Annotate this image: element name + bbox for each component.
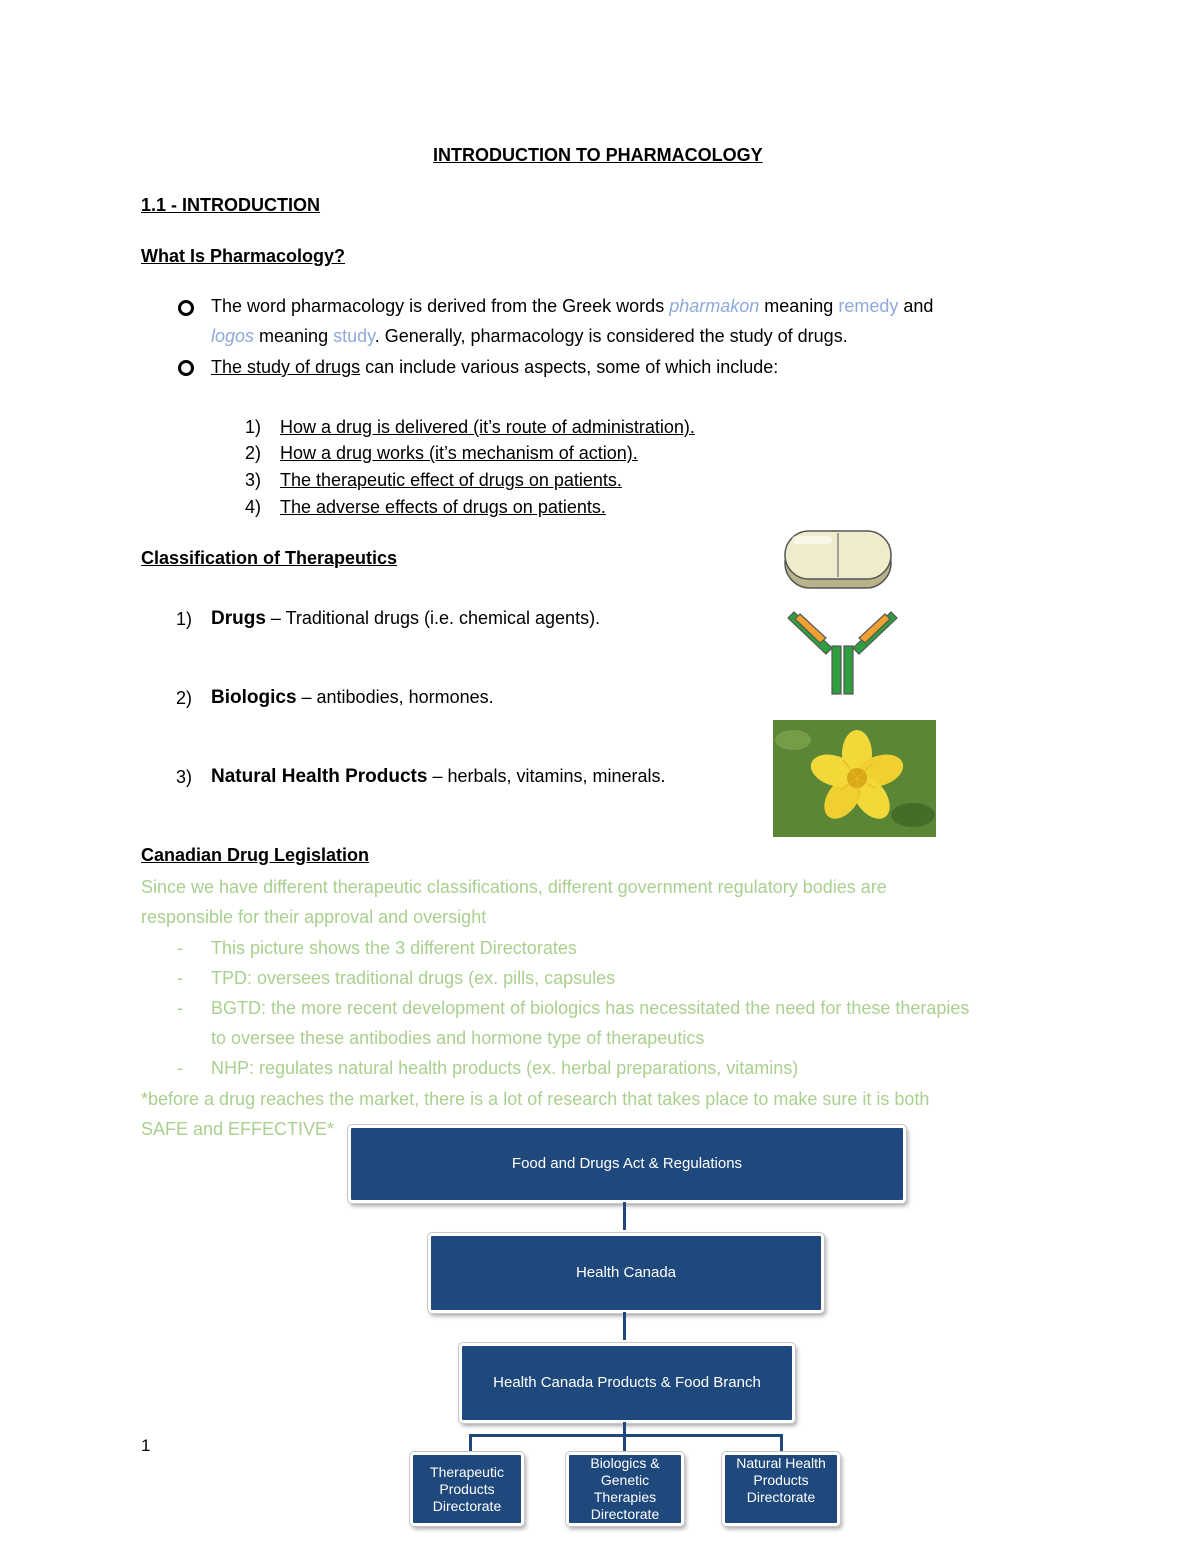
aspect-item: How a drug is delivered (it’s route of administration). [280, 417, 695, 437]
class-item [211, 766, 666, 788]
org-box-bgtd [566, 1452, 684, 1526]
dash: - [177, 998, 183, 1018]
class-item [211, 687, 494, 709]
antibody-icon [786, 606, 900, 696]
text: can include various aspects, some of which include: [360, 357, 779, 377]
class-term: Drugs [211, 608, 266, 629]
term-remedy: remedy [838, 296, 899, 316]
page-number: 1 [141, 1436, 151, 1455]
aspect-num: 1) [245, 417, 262, 437]
legislation-intro-line-2: responsible for their approval and oversight [141, 907, 487, 927]
org-box-label: Food and Drugs Act & Regulations [511, 1155, 743, 1172]
text: and [898, 296, 934, 316]
class-num: 2) [176, 688, 193, 708]
class-desc: – herbals, vitamins, minerals. [427, 766, 666, 786]
aspect-num: 4) [245, 497, 262, 517]
legislation-intro-line-1: Since we have different therapeutic classifications, different government regulatory bodies are [141, 877, 887, 897]
aspect-num: 2) [245, 443, 262, 463]
org-box-health-canada [428, 1233, 824, 1313]
aspect-num: 3) [245, 470, 262, 490]
aspect-item: How a drug works (it’s mechanism of action). [280, 443, 638, 463]
bullet-1-line-2 [211, 326, 848, 347]
bullet-2 [211, 357, 778, 378]
legislation-heading: Canadian Drug Legislation [141, 845, 370, 865]
org-box-label: Biologics & Genetic Therapies Directorate [590, 1455, 660, 1522]
legislation-point-continued: to oversee these antibodies and hormone type of therapeutics [211, 1028, 705, 1048]
text: meaning [759, 296, 839, 316]
classification-heading: Classification of Therapeutics [141, 548, 398, 568]
org-box-label: Therapeutic Products Directorate [430, 1463, 504, 1514]
bullet-circle-icon [178, 360, 194, 376]
org-box-tpd [410, 1452, 524, 1526]
note-line-2: SAFE and EFFECTIVE* [141, 1119, 335, 1139]
term-pharmakon: pharmakon [669, 296, 760, 316]
org-box-branch [459, 1343, 795, 1423]
org-box-act [348, 1125, 906, 1203]
connector [780, 1434, 783, 1452]
legislation-point: TPD: oversees traditional drugs (ex. pills, capsules [211, 968, 616, 988]
section-heading: 1.1 - INTRODUCTION [141, 195, 321, 215]
dash: - [177, 1058, 183, 1078]
bullet-circle-icon [178, 300, 194, 316]
flower-image [773, 720, 936, 837]
text: . Generally, pharmacology is considered the study of drugs. [374, 326, 848, 346]
org-box-nhpd [722, 1452, 840, 1526]
class-num: 3) [176, 767, 193, 787]
class-term: Biologics [211, 687, 297, 708]
text: meaning [254, 326, 334, 346]
text: The word pharmacology is derived from the Greek words [211, 296, 670, 316]
connector [623, 1312, 626, 1340]
document-title: INTRODUCTION TO PHARMACOLOGY [433, 145, 763, 165]
term-study: study [333, 326, 375, 346]
dash: - [177, 968, 183, 988]
bullet-1-line-1 [211, 296, 933, 317]
class-num: 1) [176, 609, 193, 629]
pill-icon [782, 528, 894, 592]
aspect-item: The therapeutic effect of drugs on patients. [280, 470, 622, 490]
what-is-heading: What Is Pharmacology? [141, 246, 346, 266]
class-item [211, 608, 600, 630]
legislation-point: BGTD: the more recent development of biologics has necessitated the need for these therapies [211, 998, 970, 1018]
class-desc: – antibodies, hormones. [296, 687, 494, 707]
term-logos: logos [211, 326, 255, 346]
connector [623, 1434, 626, 1452]
org-box-label: Natural Health Products Directorate [736, 1455, 826, 1505]
class-term: Natural Health Products [211, 766, 428, 787]
note-line-1: *before a drug reaches the market, there is a lot of research that takes place to make sure it is both [141, 1089, 930, 1109]
class-desc: – Traditional drugs (i.e. chemical agents). [265, 608, 601, 628]
legislation-point: NHP: regulates natural health products (ex. herbal preparations, vitamins) [211, 1058, 799, 1078]
aspect-item: The adverse effects of drugs on patients. [280, 497, 606, 517]
text: The study of drugs [211, 357, 361, 377]
connector [623, 1202, 626, 1230]
dash: - [177, 938, 183, 958]
connector [469, 1434, 783, 1437]
legislation-point: This picture shows the 3 different Directorates [211, 938, 577, 958]
org-box-label: Health Canada Products & Food Branch [493, 1374, 761, 1391]
connector [469, 1434, 472, 1452]
org-box-label: Health Canada [575, 1264, 677, 1281]
